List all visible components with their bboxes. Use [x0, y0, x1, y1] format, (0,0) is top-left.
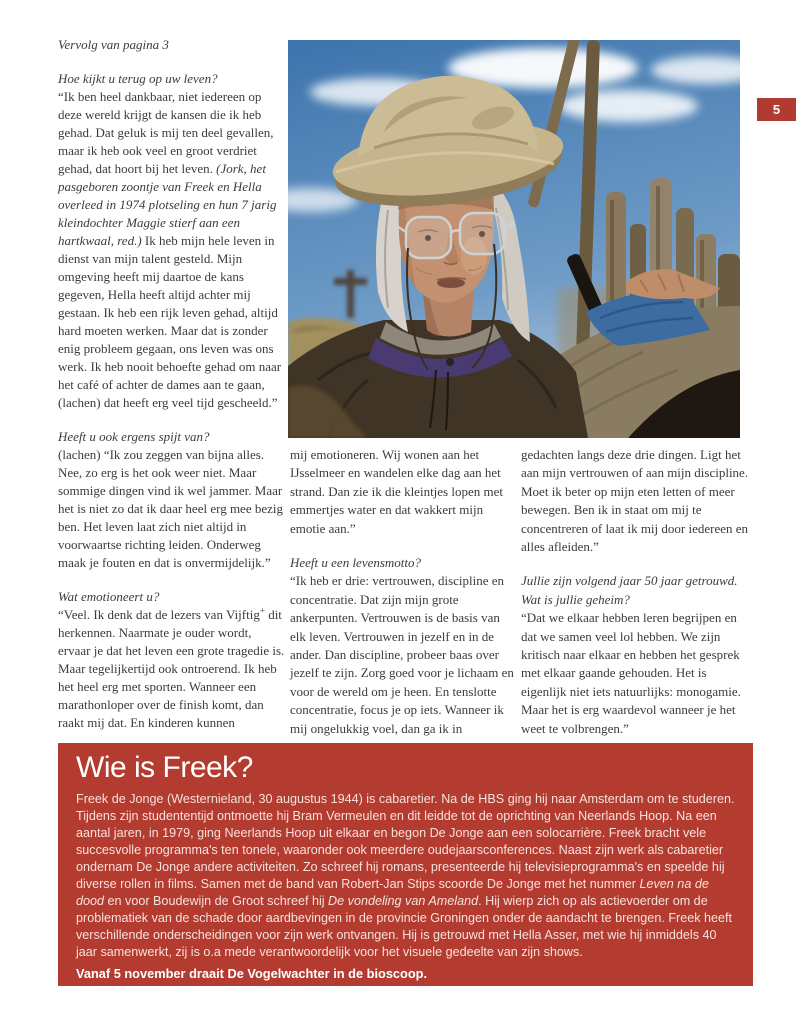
- answer-text: dit herkennen. Naarmate je ouder wordt, ervaar je dat het leven een grote tragedie is. Maar tegelijkertijd ook ontroerend. Ik heb het heel erg met sporten. Wanneer een marathonloper over de finish komt, dan raakt mij dat. En kinderen kunnen: [58, 607, 285, 730]
- editorial-note: (Jork, het pasgeboren zoontje van Freek en Hella overleed in 1974 plotseling en hun 7 jarig kleindochter Maggie stierf aan een hartkwaal, red.): [58, 161, 277, 248]
- question: Hoe kijkt u terug op uw leven?: [58, 71, 218, 86]
- answer-paragraph: [58, 88, 286, 412]
- answer-paragraph: [58, 606, 286, 732]
- article-column-3: [521, 446, 754, 738]
- question: Heeft u een levensmotto?: [290, 555, 422, 571]
- infobox-highlight: Vanaf 5 november draait De Vogelwachter in de bioscoop.: [76, 966, 428, 981]
- question: Heeft u ook ergens spijt van?: [58, 429, 210, 444]
- answer-paragraph: gedachten langs deze drie dingen. Ligt het aan mijn vertrouwen of aan mijn discipline. Moet ik beter op mijn eten letten of meer bewegen. Ben ik in staat om mij te concentreren of laat ik mij door iedereen en alles afleiden.”: [521, 447, 749, 555]
- infobox-wie-is-freek: [58, 743, 753, 986]
- question: Jullie zijn volgend jaar 50 jaar getrouwd. Wat is jullie geheim?: [521, 573, 738, 607]
- answer-paragraph: “Ik heb er drie: vertrouwen, discipline en concentratie. Dat zijn mijn grote ankerpunten. Vertrouwen is de basis van elk leven. Vertrouwen in jezelf en in de ander. Dan discipline, probeer baas over jezelf te zijn. Zorg goed voor je lichaam en voor de wereld om je heen. En tenslotte concentratie, focus je op iets. Wanneer ik mij ongelukkig voel, dan ga ik in: [290, 573, 514, 736]
- answer-text: “Ik ben heel dankbaar, niet iedereen op deze wereld krijgt de kansen die ik heb gehad. Dat geluk is mij ten deel gevallen, maar ik heb ook veel en groot verdriet gehad, dat hoort bij het leven.: [58, 89, 274, 176]
- freek-photo: [288, 40, 740, 438]
- song-title: De vondeling van Ameland: [328, 894, 479, 908]
- infobox-title: Wie is Freek?: [76, 751, 253, 784]
- answer-paragraph: “Dat we elkaar hebben leren begrijpen en dat we samen veel lol hebben. We zijn kritisch naar elkaar en hebben het gesprek met elkaar gaande gehouden. Het is eigenlijk niet iets natuurlijks: monogamie. Maar het is erg waardevol wanneer je het weet te volbrengen.”: [521, 610, 741, 736]
- infobox-bio: [76, 791, 735, 961]
- answer-text: “Veel. Ik denk dat de lezers van Vijftig: [58, 607, 260, 622]
- page-number-badge: [757, 98, 796, 121]
- answer-paragraph: (lachen) “Ik zou zeggen van bijna alles. Nee, zo erg is het ook weer niet. Maar sommige dingen vind ik wel jammer. Maar het is niet zo dat ik daar heel erg mee bezig ben. Het leven laat zich niet altijd in voorwaartse richting leiden. Onderweg maak je fouten en dat is onvermijdelijk.”: [58, 447, 283, 570]
- bio-text: Freek de Jonge (Westernieland, 30 augustus 1944) is cabaretier. Na de HBS ging hij naar Amsterdam om te studeren. Tijdens zijn studententijd ontmoette hij Bram Vermeulen en dit leidde tot de oprichting van Neerlands Hoop. Na een aantal jaren, in 1979, ging Neerlands Hoop uit elkaar en begon De Jonge aan een solocarrière. Freek bracht vele succesvolle programma's ten tonele, waaronder ook meerdere oudejaarsconferences. Naast zijn werk als cabaretier ondernam De Jonge andere activiteiten. Zo schreef hij romans, presenteerde hij televisieprogramma's en speelde hij diverse rollen in films. Samen met de band van Robert-Jan Stips scoorde De Jonge met het nummer: [76, 792, 735, 891]
- song-title: Leven na de dood: [76, 877, 709, 908]
- question: Wat emotioneert u?: [58, 589, 160, 604]
- page-number: 5: [772, 102, 781, 117]
- continued-from-note: Vervolg van pagina 3: [58, 37, 169, 52]
- bio-text: en voor Boudewijn de Groot schreef hij: [104, 894, 329, 908]
- bio-text: . Hij wierp zich op als actievoerder om de problematiek van de schade door aardbevingen in de provincie Groningen onder de aandacht te brengen. Freek heeft verschillende onderscheidingen voor zijn werk ontvangen. Hij is getrouwd met Hella Asser, met wie hij inmiddels 40 jaar samenwerkt, zij is o.a mede verantwoordelijk voor het visuele gedeelte van zijn shows.: [76, 894, 733, 959]
- answer-text: Ik heb mijn hele leven in dienst van mijn talent gesteld. Mijn omgeving heeft mij daartoe de kans gegeven, Hella heeft altijd achter mij gestaan. Ik heb een rijk leven gehad, altijd hard moeten werken. Maar dat is zonder enig probleem gegaan, ons leven was ons werk. Ik heb nooit behoefte gehad om naar het café of achter de dames aan te gaan, (lachen) dat heeft erg veel tijd gescheeld.”: [58, 233, 282, 410]
- article-column-1: [58, 36, 286, 732]
- article-column-2: [290, 446, 516, 738]
- freek-photo-illustration: [288, 40, 740, 438]
- magazine-name-plus: +: [259, 605, 265, 616]
- answer-paragraph: mij emotioneren. Wij wonen aan het IJsselmeer en wandelen elke dag aan het strand. Dan zie ik die kleintjes lopen met emmertjes water en dat wakkert mijn emotie aan.”: [290, 447, 503, 536]
